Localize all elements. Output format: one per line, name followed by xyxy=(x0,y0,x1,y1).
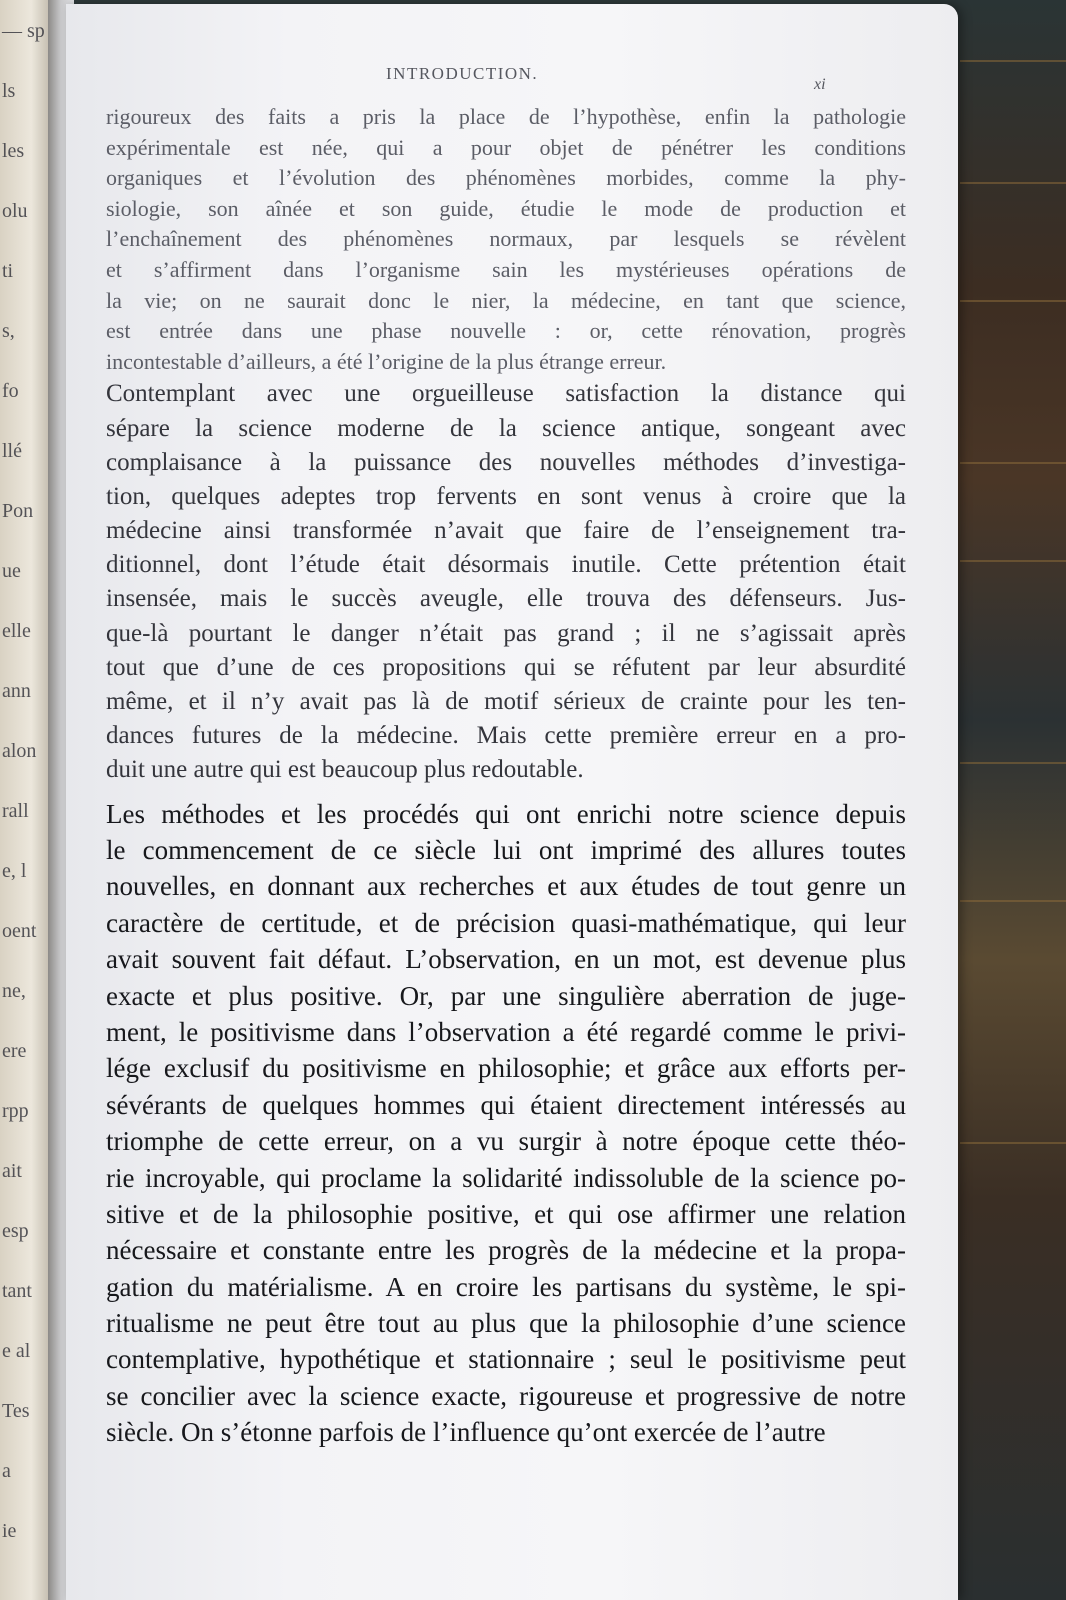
facing-page-text-fragment: olu xyxy=(2,200,28,222)
facing-page-edge xyxy=(0,0,52,1600)
paragraph xyxy=(106,377,906,787)
text-line: tout que d’une de ces propositions qui se réfutent par leur absurdité xyxy=(106,653,906,681)
page-header xyxy=(66,64,958,94)
paragraph xyxy=(106,102,906,377)
facing-page-text-fragment: a xyxy=(2,1460,11,1482)
text-line: que-là pourtant le danger n’était pas grand ; il ne s’agissait après xyxy=(106,619,906,647)
facing-page-text-fragment: ie xyxy=(2,1520,17,1542)
text-line: incontestable d’ailleurs, a été l’origine de la plus étrange erreur. xyxy=(106,348,667,374)
text-line: duit une autre qui est beaucoup plus redoutable. xyxy=(106,756,584,784)
facing-page-text-fragment: e al xyxy=(2,1340,31,1362)
text-line: contemplative, hypothétique et stationnaire ; seul le positivisme peut xyxy=(106,1344,906,1375)
facing-page-text-fragment: ait xyxy=(2,1160,22,1182)
text-line: le commencement de ce siècle lui ont imprimé des allures toutes xyxy=(106,834,906,865)
facing-page-text-fragment: Tes xyxy=(2,1400,30,1422)
text-line: expérimentale est née, qui a pour objet de pénétrer les conditions xyxy=(106,134,906,160)
text-line: même, et il n’y avait pas là de motif sérieux de crainte pour les ten- xyxy=(106,688,906,716)
text-line: siècle. On s’étonne parfois de l’influence qu’ont exercée de l’autre xyxy=(106,1417,826,1448)
facing-page-text-fragment: rall xyxy=(2,800,29,822)
facing-page-text-fragment: rpp xyxy=(2,1100,29,1122)
book-spine xyxy=(960,560,1066,764)
facing-page-text-fragment: alon xyxy=(2,740,37,762)
text-line: nécessaire et constante entre les progrès de la médecine et la propa- xyxy=(106,1235,906,1266)
text-line: médecine ainsi transformée n’avait que faire de l’enseignement tra- xyxy=(106,517,906,545)
facing-page-text-fragment: e, l xyxy=(2,860,27,882)
facing-page-text-fragment: tant xyxy=(2,1280,32,1302)
body-text xyxy=(106,102,906,1451)
facing-page-text-fragment: oent xyxy=(2,920,37,942)
facing-page-text-fragment: ue xyxy=(2,560,21,582)
facing-page-text-fragment: ls xyxy=(2,80,16,102)
page-number: xi xyxy=(814,76,826,93)
text-line: et s’affirment dans l’organisme sain les mystérieuses opérations de xyxy=(106,256,906,282)
facing-page-text-fragment: s, xyxy=(2,320,15,342)
text-line: siologie, son aînée et son guide, étudie le mode de production et xyxy=(106,195,906,221)
text-line: ditionnel, dont l’étude était désormais inutile. Cette prétention était xyxy=(106,551,906,579)
text-line: Les méthodes et les procédés qui ont enrichi notre science depuis xyxy=(106,798,906,829)
text-line: sévérants de quelques hommes qui étaient directement intéressés au xyxy=(106,1089,906,1120)
book-spine xyxy=(960,300,1066,464)
text-line: insensée, mais le succès aveugle, elle trouva des défenseurs. Jus- xyxy=(106,585,906,613)
text-line: dances futures de la médecine. Mais cette première erreur en a pro- xyxy=(106,722,906,750)
text-line: nouvelles, en donnant aux recherches et aux études de tout genre un xyxy=(106,871,906,902)
facing-page-text-fragment: ere xyxy=(2,1040,27,1062)
facing-page-text-fragment: ti xyxy=(2,260,14,282)
book-spine xyxy=(960,60,1066,184)
facing-page-text-fragment: esp xyxy=(2,1220,29,1242)
facing-page-text-fragment: — sp xyxy=(2,20,45,42)
text-line: Contemplant avec une orgueilleuse satisfaction la distance qui xyxy=(106,380,906,408)
text-line: caractère de certitude, et de précision quasi-mathématique, qui leur xyxy=(106,907,906,938)
text-line: sépare la science moderne de la science antique, songeant avec xyxy=(106,414,906,442)
text-line: lége exclusif du positivisme en philosophie; et grâce aux efforts per- xyxy=(106,1053,906,1084)
text-line: organiques et l’évolution des phénomènes morbides, comme la phy- xyxy=(106,165,906,191)
text-line: rigoureux des faits a pris la place de l’hypothèse, enfin la pathologie xyxy=(106,104,906,129)
text-line: se concilier avec la science exacte, rigoureuse et progressive de notre xyxy=(106,1380,906,1411)
text-line: rie incroyable, qui proclame la solidarité indissoluble de la science po- xyxy=(106,1162,906,1193)
text-line: ritualisme ne peut être tout au plus que la philosophie d’une science xyxy=(106,1308,906,1339)
text-line: ment, le positivisme dans l’observation a été regardé comme le privi- xyxy=(106,1016,906,1047)
facing-page-text-fragment: ann xyxy=(2,680,31,702)
paragraph xyxy=(106,796,906,1451)
facing-page-text-fragment: les xyxy=(2,140,25,162)
facing-page-text-fragment: llé xyxy=(2,440,22,462)
book-spine xyxy=(960,900,1066,1144)
text-line: tion, quelques adeptes trop fervents en sont venus à croire que la xyxy=(106,482,906,510)
facing-page-text-fragment: elle xyxy=(2,620,31,642)
text-line: gation du matérialisme. A en croire les partisans du système, le spi- xyxy=(106,1271,906,1302)
text-line: avait souvent fait défaut. L’observation, en un mot, est devenue plus xyxy=(106,944,906,975)
text-line: triomphe de cette erreur, on a vu surgir à notre époque cette théo- xyxy=(106,1126,906,1157)
facing-page-text-fragment: Pon xyxy=(2,500,34,522)
text-line: sitive et de la philosophie positive, et qui ose affirmer une relation xyxy=(106,1198,906,1229)
text-line: est entrée dans une phase nouvelle : or, cette rénovation, progrès xyxy=(106,318,906,344)
text-line: exacte et plus positive. Or, par une singulière aberration de juge- xyxy=(106,980,906,1011)
facing-page-text-fragment: ne, xyxy=(2,980,26,1002)
running-head: INTRODUCTION. xyxy=(386,64,539,83)
text-line: l’enchaînement des phénomènes normaux, par lesquels se révèlent xyxy=(106,226,906,252)
book-page xyxy=(66,4,958,1600)
text-line: complaisance à la puissance des nouvelles méthodes d’investiga- xyxy=(106,448,906,476)
text-line: la vie; on ne saurait donc le nier, la médecine, en tant que science, xyxy=(106,287,906,313)
facing-page-text-fragment: fo xyxy=(2,380,19,402)
